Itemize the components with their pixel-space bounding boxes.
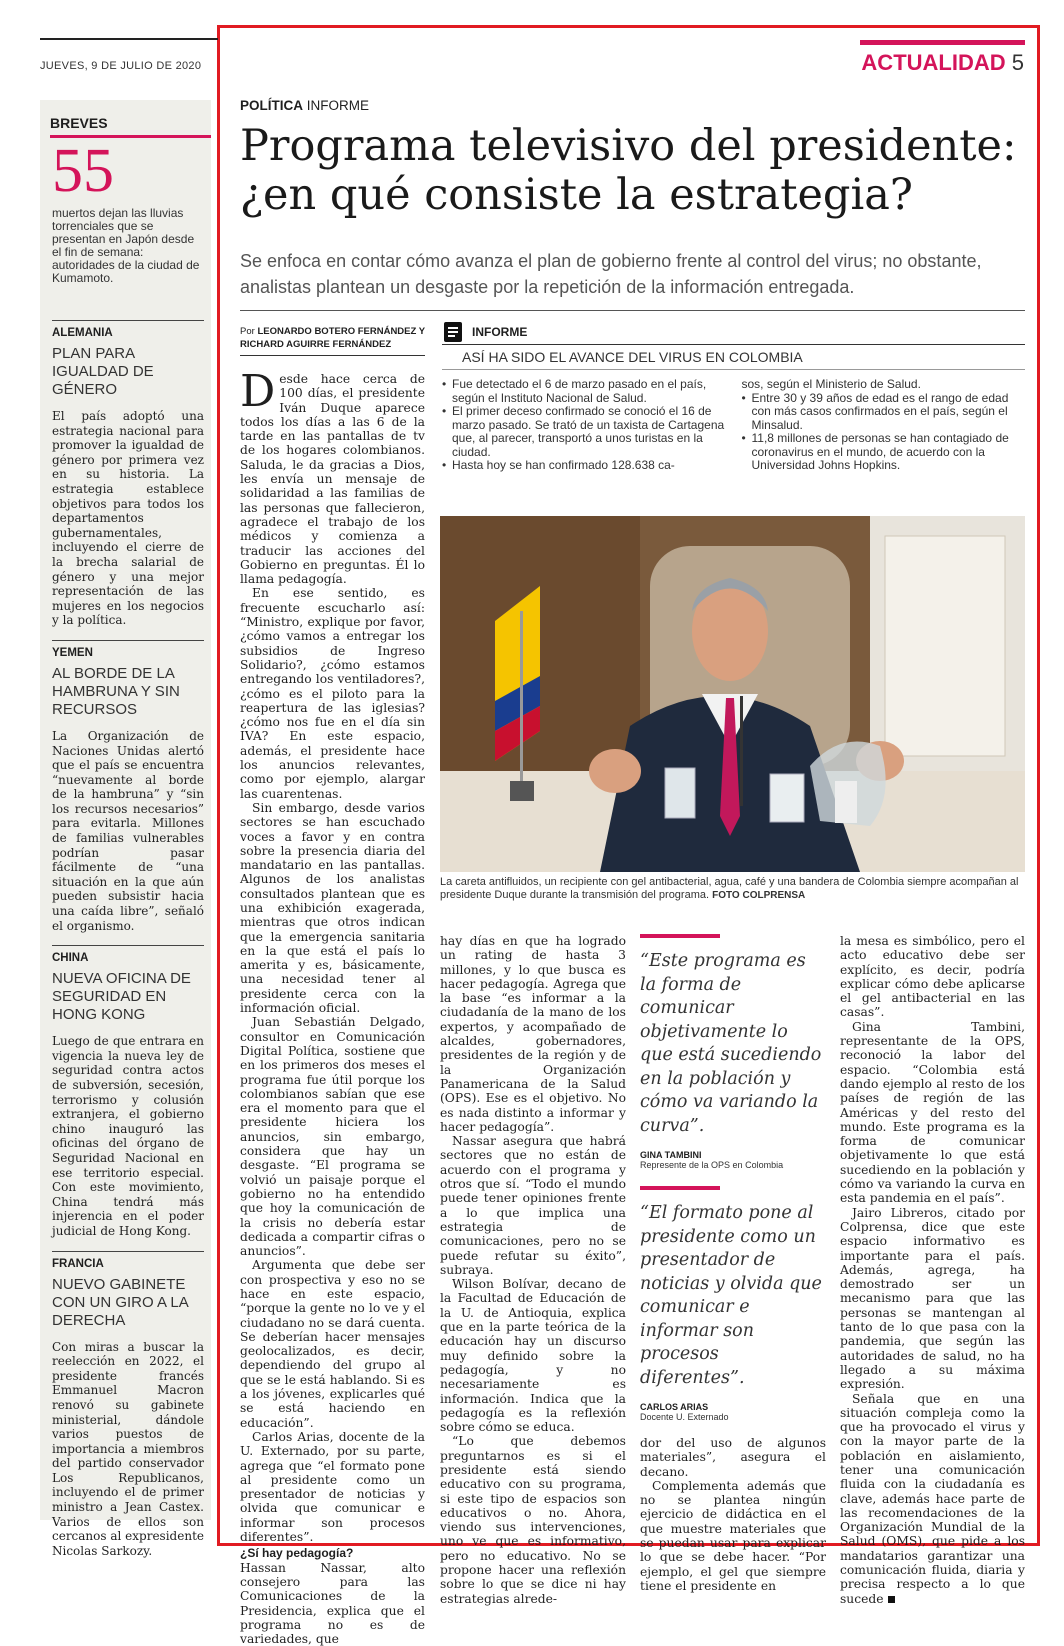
- brief-item: [52, 640, 204, 933]
- brief-country: FRANCIA: [52, 1251, 204, 1270]
- top-rule: [40, 38, 218, 40]
- byline-names: LEONARDO BOTERO FERNÁNDEZ Y RICHARD AGUIRRE FERNÁNDEZ: [240, 326, 425, 350]
- brief-title: PLAN PARA IGUALDAD DE GÉNERO: [52, 345, 154, 398]
- paragraph: Nassar asegura que habrá sectores que no están de acuerdo con el programa y otros que sí. “Todo el mundo puede tener opiniones frente a lo que implica una estrategia de comunicaciones, pero no se puede refutar su éxito”, subraya.: [440, 1134, 626, 1277]
- informe-list-right: [742, 378, 1026, 473]
- drop-cap: D: [240, 366, 276, 417]
- brief-body: La Organización de Naciones Unidas alertó que el país se encuentra “nuevamente al borde de la hambruna” y “sin los recursos necesarios” para evitarla. Millones de familias vulnerables podrían pasar fácilmente de “una situación en la que aún pueden subsistir hacia una caída libre”, señaló el organismo.: [52, 728, 204, 933]
- brief-item: [52, 1251, 204, 1559]
- sidebar-briefs: [52, 320, 204, 1570]
- informe-label-text: INFORME: [472, 325, 528, 339]
- informe-columns: [442, 378, 1025, 473]
- paragraph: Jairo Libreros, citado por Colprensa, dice que este espacio informativo es importante para el país. Además, agrega, ha demostrado ser un mecanismo para que las personas se mantengan al tanto de lo que pasa con la pandemia, que según las autoridades de salud, no ha llegado a su máxima expresión.: [840, 1205, 1025, 1392]
- informe-title: ASÍ HA SIDO EL AVANCE DEL VIRUS EN COLOMBIA: [442, 344, 1025, 370]
- quote-bar: [640, 1186, 720, 1190]
- president-photo: [440, 516, 1025, 872]
- photo-illustration: [440, 516, 1025, 872]
- paragraph: Complementa además que no se plantea ningún ejercicio de didáctica en el que muestre materiales que se puedan usar para explicar lo que se debe hacer. “Por ejemplo, el gel que siempre tiene el presidente en: [640, 1478, 826, 1593]
- breves-big-text: muertos dejan las lluvias torrenciales que se presentan en Japón desde el fin de semana: autoridades de la ciudad de Kumamoto.: [52, 206, 200, 285]
- brief-title: NUEVO GABINETE CON UN GIRO A LA DERECHA: [52, 1275, 188, 1329]
- informe-item: • 11,8 millones de personas se han contagiado de coronavirus en el mundo, de acuerdo con la Universidad Johns Hopkins.: [742, 432, 1026, 473]
- paragraph: Carlos Arias, docente de la U. Externado, por su parte, agrega que “el formato pone al presidente como un presentador de noticias y olvida que comunicar e informar son procesos diferentes”.: [240, 1429, 425, 1545]
- kicker-section: POLÍTICA: [240, 98, 303, 113]
- paragraph: Señala que en una situación compleja como la que ha provocado el virus y con la mayor parte de la población en aislamiento, tener una comunicación fluida con la ciudadanía es clave, además hace parte de las recomendaciones de la Organización Mundial de la Salud (OMS), que pide a los mandatarios garantizar una comunicación fluida, diaria y precisa respecto a lo que sucede: [840, 1391, 1025, 1606]
- informe-item: • Fue detectado el 6 de marzo pasado en el país, según el Instituto Nacional de Salud.: [442, 378, 726, 405]
- informe-item: • Entre 30 y 39 años de edad es el rango de edad con más casos confirmados en el país, según el Minsalud.: [742, 392, 1026, 433]
- quote-role: Docente U. Externado: [640, 1412, 729, 1422]
- article-column-2: [440, 934, 626, 1606]
- section-label: [861, 50, 1024, 76]
- breves-big-number: 55: [52, 137, 114, 205]
- paragraph: Hassan Nassar, alto consejero para las Comunicaciones de la Presidencia, explica que el programa no es de variedades, que: [240, 1560, 425, 1646]
- informe-list-left: [442, 378, 726, 473]
- informe-continued: sos, según el Ministerio de Salud.: [741, 377, 921, 391]
- photo-caption: [440, 876, 1025, 902]
- paragraph: Juan Sebastián Delgado, consultor en Comunicación Digital Política, sostiene que en los primeros dos meses el programa fue útil porque los colombianos sabían que ese era el momento para que el presidente hiciera los anuncios, sin embargo, considera que hay un desgaste. “El programa se volvió un paisaje porque el gobierno no ha entendido que hoy la comunicación de la crisis no debería estar dedicada a compartir cifras o anuncios”.: [240, 1015, 425, 1259]
- brief-title: AL BORDE DE LA HAMBRUNA Y SIN RECURSOS: [52, 664, 180, 718]
- quote-author: CARLOS ARIAS: [640, 1402, 709, 1412]
- end-mark: [888, 1596, 895, 1603]
- paragraph: dor del uso de algunos materiales”, asegura el decano.: [640, 1436, 826, 1479]
- subheading: ¿Sí hay pedagogía?: [240, 1546, 354, 1561]
- paragraph: Gina Tambini, representante de la OPS, reconoció la labor del espacio. “Colombia está dando ejemplo al resto de los países de región de las Américas y del resto del mundo. Este programa es la forma de comunicar objetivamente lo que está sucediendo en la población y cómo va variando la curva en esta pandemia en el país”.: [840, 1019, 1025, 1206]
- kicker-type: INFORME: [303, 98, 369, 113]
- article-kicker: [240, 98, 369, 113]
- column-3-text: [640, 1436, 826, 1593]
- article-column-1: [240, 366, 425, 1646]
- caption-text: La careta antifluidos, un recipiente con gel antibacterial, agua, café y una bandera de Colombia siempre acompañan al presidente Duque durante la transmisión del programa.: [440, 876, 1019, 901]
- deck-rule: [240, 310, 1025, 311]
- brief-country: ALEMANIA: [52, 320, 204, 339]
- paragraph: Sin embargo, desde varios sectores se han escuchado voces a favor y en contra sobre la presencia diaria del mandatario en las pantallas. Algunos de los analistas consultados plantean que es una exhibición exagerada, mientras que otros indican que la emergencia sanitaria en la que está el país lo amerita y es, básicamente, una necesidad tener al presidente cerca con la información oficial.: [240, 800, 425, 1016]
- article-deck: Se enfoca en contar cómo avanza el plan de gobierno frente al control del virus; no obstante, analistas plantean un desgaste por la repetición de la información entregada.: [240, 251, 982, 297]
- brief-body: Con miras a buscar la reelección en 2022, el presidente francés Emmanuel Macron renovó su gabinete ministerial, dándole varios puestos de importancia a miembros del partido conservador Los Republicanos, incluyendo el de primer ministro a Jean Castex. Varios de ellos son cercanos al expresidente Nicolas Sarkozy.: [52, 1339, 204, 1558]
- quote-bar: [640, 934, 720, 938]
- brief-body: Luego de que entrara en vigencia la nueva ley de seguridad contra actos de subversión, secesión, terrorismo y colusión extranjera, el gobierno chino inauguró las oficinas del órgano de Seguridad Nacional en ese territorio especial. Con este movimiento, China tendrá más injerencia en el poder judicial de Hong Kong.: [52, 1034, 204, 1238]
- quote-author: GINA TAMBINI: [640, 1150, 702, 1160]
- section-name: ACTUALIDAD: [861, 50, 1006, 75]
- brief-body: El país adoptó una estrategia nacional para promover la igualdad de género por primera vez en su historia. La estrategia establece objetivos para todos los departamentos gubernamentales, incluyendo el cierre de la brecha salarial de género y una mejor representación de las mujeres en los negocios y la política.: [52, 409, 204, 628]
- paragraph: “Lo que debemos preguntarnos es si el presidente está siendo educativo con su programa, si este tipo de espacios son educativos o no. Ahora, viendo sus intervenciones, uno ve que es informativo, pero no educativo. No se propone hacer una reflexión sobre lo que se dice ni hay estrategias alrede-: [440, 1434, 626, 1606]
- brief-country: YEMEN: [52, 640, 204, 659]
- pull-quote: “El formato pone al presidente como un presentador de noticias y olvida que comunicar e informar son procesos diferentes”.: [640, 1203, 822, 1388]
- informe-item: • Hasta hoy se han confirmado 128.638 ca-: [442, 459, 726, 473]
- article-column-3: [640, 934, 826, 1593]
- brief-country: CHINA: [52, 945, 204, 964]
- paragraph: la mesa es simbólico, pero el acto educativo debe ser explícito, es decir, podría explicar cómo debe aplicarse el gel antibacterial en las casas”.: [840, 934, 1025, 1020]
- informe-item: • El primer deceso confirmado se conoció el 16 de marzo pasado. Se trató de un taxista de Cartagena que, al parecer, transportó a unos turistas en la ciudad.: [442, 405, 726, 459]
- article-headline: Programa televisivo del presidente: ¿en qué consiste la estrategia?: [240, 121, 1017, 220]
- photo-credit: FOTO COLPRENSA: [712, 890, 806, 901]
- byline-por: Por: [240, 326, 258, 337]
- paragraph: hay días en que ha logrado un rating de hasta 3 millones, y lo que busca es hacer pedagogía. Agrega que la base “es informar a la ciudadanía de la mano de los expertos, y acompañado de alcaldes, gobernadores, presidentes de la región y de la Organización Panamericana de la Salud (OPS). Ese es el objetivo. No es nada distinto a informar y hacer pedagogía”.: [440, 934, 626, 1134]
- page-number: 5: [1011, 50, 1024, 75]
- issue-date: JUEVES, 9 DE JULIO DE 2020: [40, 60, 202, 72]
- brief-item: [52, 945, 204, 1238]
- section-rule: [860, 40, 1025, 45]
- document-icon: [444, 322, 462, 342]
- pull-quote: “Este programa es la forma de comunicar objetivamente lo que está sucediendo en la población y cómo va variando la curva”.: [640, 951, 822, 1136]
- article-column-4: [840, 934, 1025, 1606]
- paragraph: esde hace cerca de 100 días, el presidente Iván Duque aparece todos los días a las 6 de la tarde en las pantallas de tv de los hogares colombianos. Saluda, le da gracias a Dios, les envía un mensaje de solidaridad a las familias de las personas que fallecieron, agradece el trabajo de los médicos y comienza a traducir las acciones del Gobierno en preguntas. Él lo llama pedagogía.: [240, 372, 425, 587]
- informe-label: [442, 322, 1025, 342]
- brief-title: NUEVA OFICINA DE SEGURIDAD EN HONG KONG: [52, 970, 191, 1024]
- paragraph: En ese sentido, es frecuente escucharlo así: “Ministro, explique por favor, ¿cómo vamos a entregar los subsidios de Ingreso Solidario?, ¿cómo estamos entregando los ventiladores?, ¿cómo es el piloto para la reapertura de las iglesias? ¿cómo nos fue en el día sin IVA? En este espacio, además, el presidente hace los anuncios relevantes, como por ejemplo, alargar las cuarentenas.: [240, 586, 425, 801]
- paragraph: Wilson Bolívar, decano de la Facultad de Educación de la U. de Antioquia, explica que en la parte teórica de la educación hay un discurso muy definido sobre la pedagogía, y no necesariamente es información. Indica que la pedagogía es la reflexión sobre cómo se educa.: [440, 1277, 626, 1435]
- paragraph: Argumenta que debe ser con prospectiva y eso no se hace en este espacio, “porque la gente no lo ve y el ciudadano no se dará cuenta. Se deberían hacer mensajes geolocalizados, es decir, dependiendo del grupo al que se le está hablando. Si es a los jóvenes, explicarles qué se está haciendo en educación”.: [240, 1258, 425, 1430]
- informe-box: [442, 322, 1025, 473]
- byline: [240, 325, 425, 356]
- quote-role: Represente de la OPS en Colombia: [640, 1160, 784, 1170]
- breves-title: BREVES: [50, 115, 211, 138]
- brief-item: [52, 320, 204, 628]
